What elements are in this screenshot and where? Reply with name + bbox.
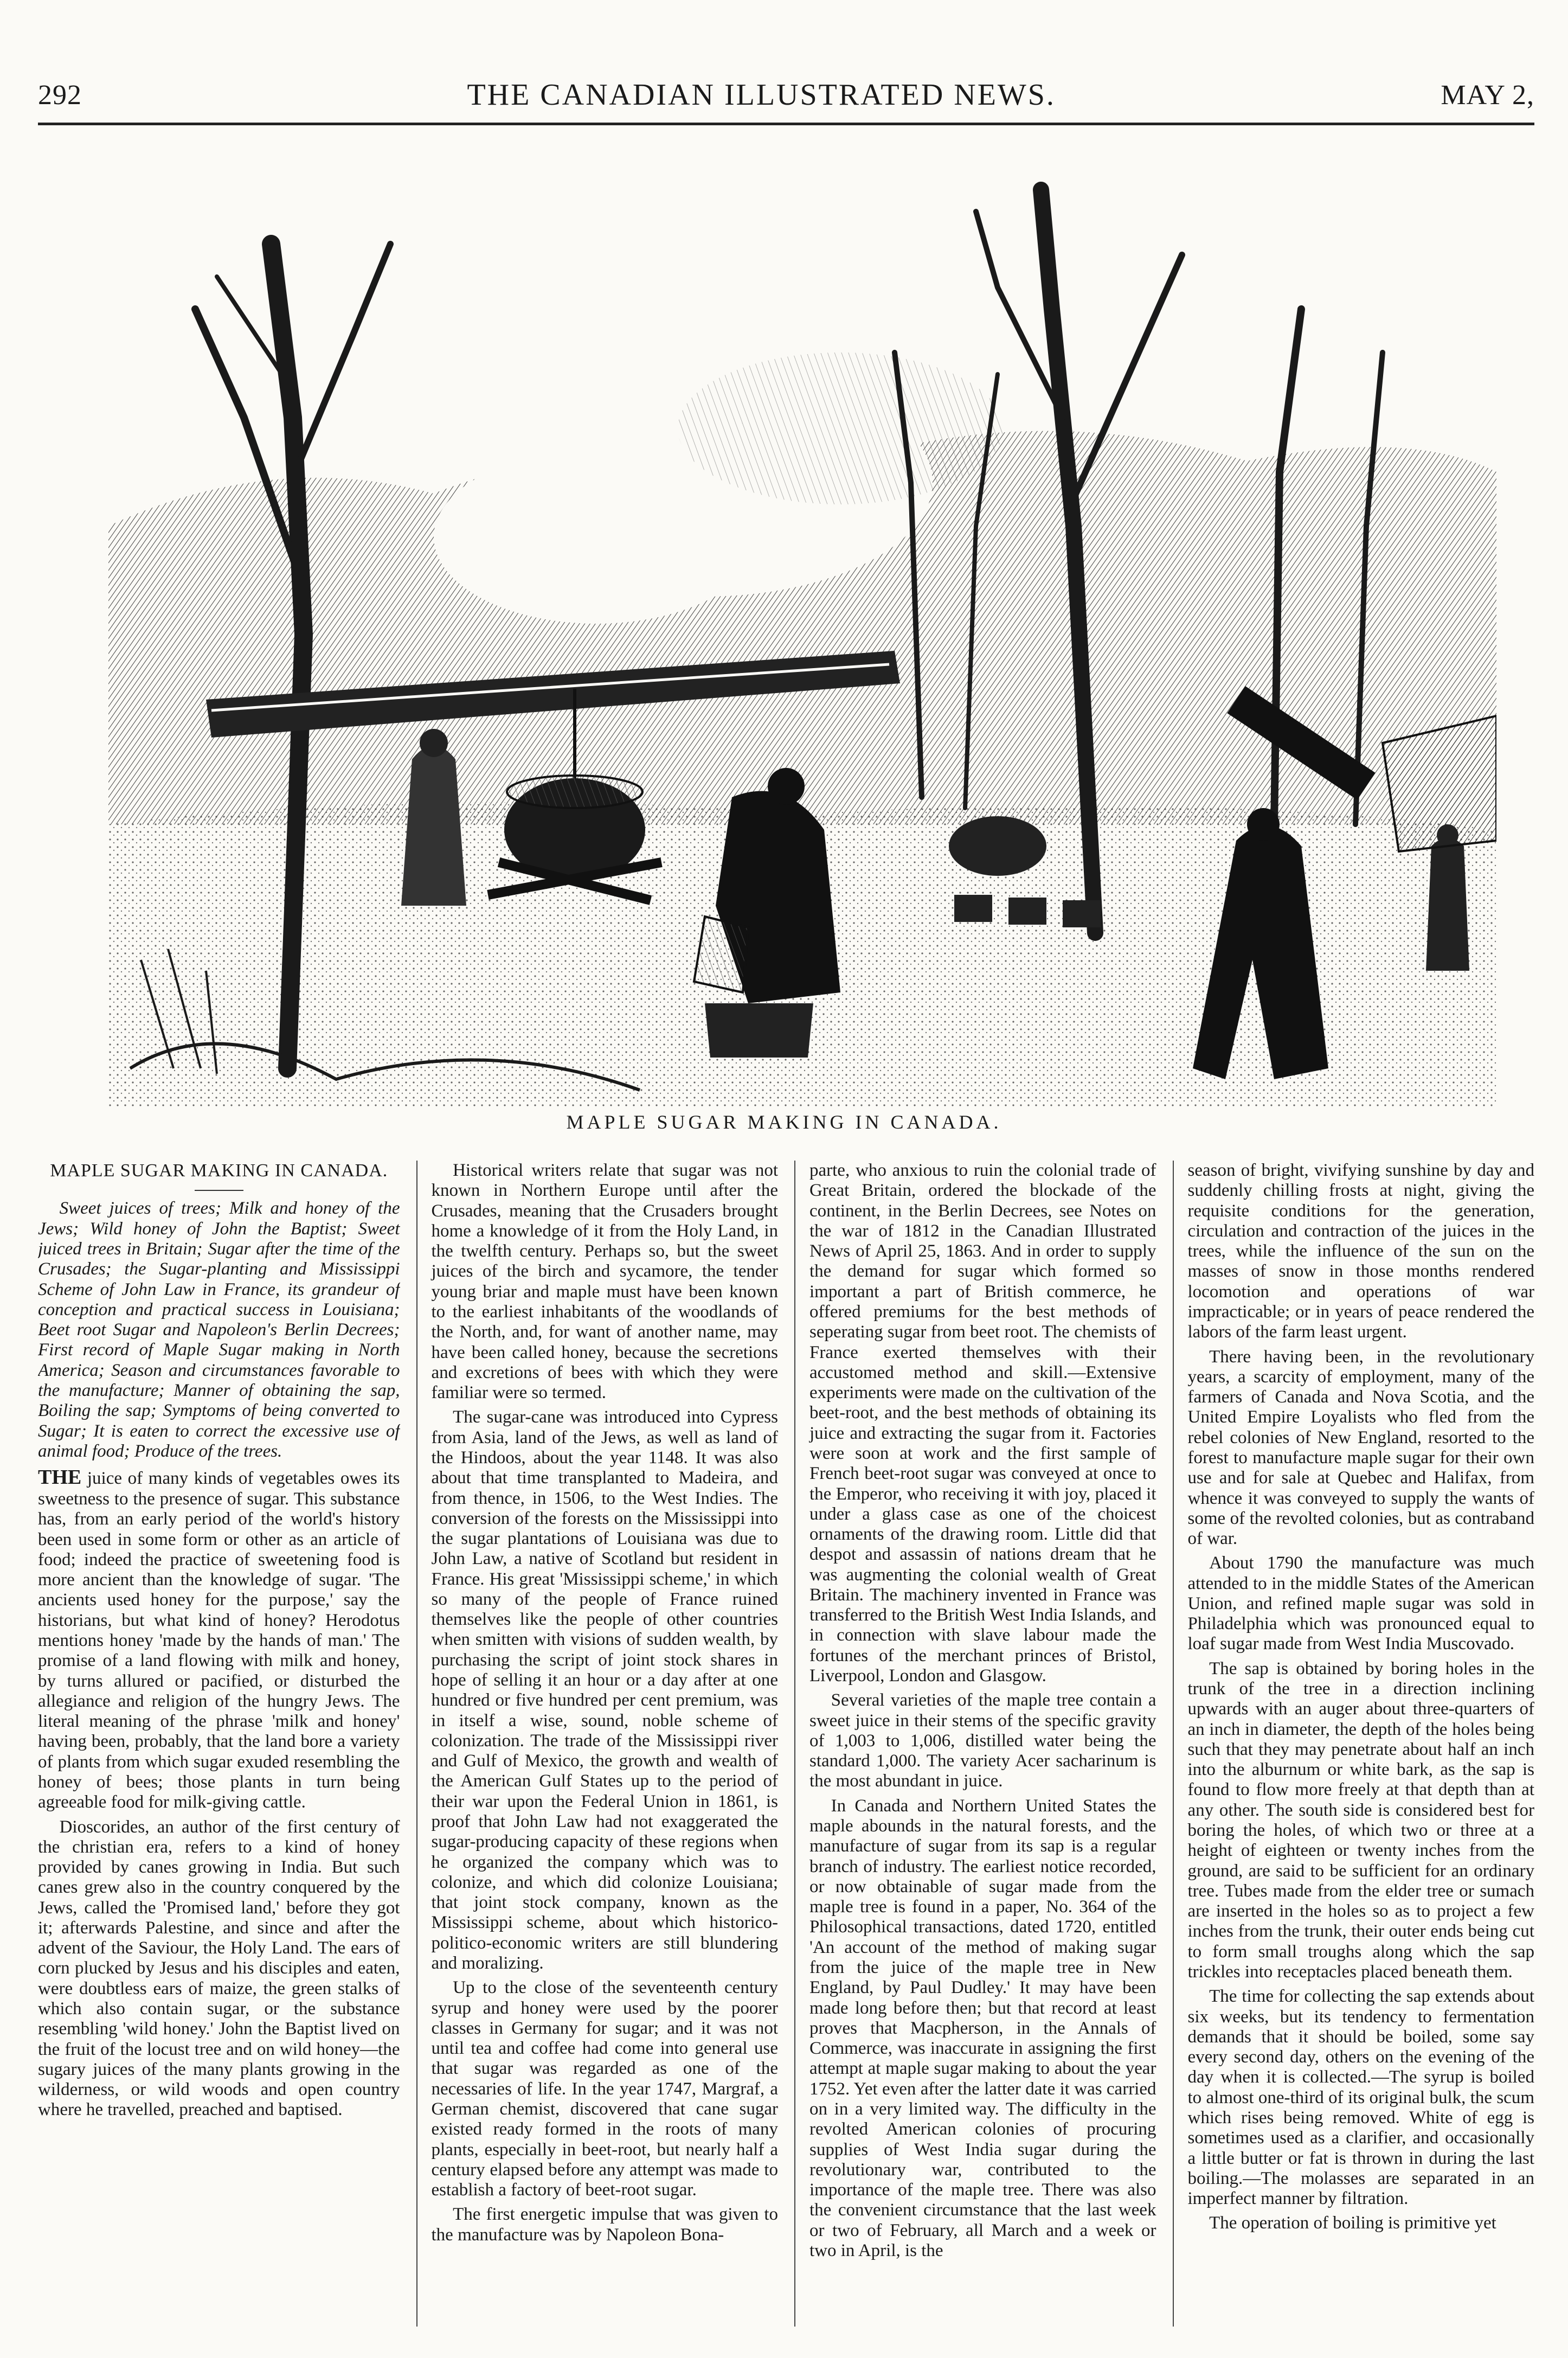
paragraph-text: juice of many kinds of vegetables owes its sweetness to the presence of sugar. This substance has, from an early period of the world's history been used in some form or other as an article of food; indeed the practice of sweetening food is more ancient than the knowledge of sugar. 'The ancients used honey for the purpose,' say the historians, but what kind of honey? Herodotus mentions honey 'made by the hands of man.' The promise of a land flowing with milk and honey, by turns allured or pacified, or disturbed the allegiance and religion of the hungry Jews. The literal meaning of the phrase 'milk and honey' having been, probably, that the land bore a variety of plants from which sugar exuded resembling the honey of bees; those plants in turn being agreeable food for milk-giving cattle. xyxy=(38,1469,400,1812)
masthead xyxy=(38,71,1534,119)
paragraph: In Canada and Northern United States the maple abounds in the natural forests, and the manufacture of sugar from its sap is a regular branch of industry. The earliest notice recorded, or now obtainable of sugar made from the maple tree is found in a paper, No. 364 of the Philosophical transactions, dated 1720, entitled 'An account of the method of making sugar from the juice of the maple tree in New England, by Paul Dudley.' It may have been made long before then; but that record at least proves that Macpherson, in the Annals of Commerce, was inaccurate in assigning the first attempt at maple sugar making to about the year 1752. Yet even after the latter date it was carried on in a very limited way. The difficulty in the revolted American colonies of procuring supplies of West India sugar during the revolutionary war, contributed to the importance of the maple tree. There was also the convenient circumstance that the last week or two of February, all March and a week or two in April, is the xyxy=(809,1796,1156,2260)
paragraph: Dioscorides, an author of the first century of the christian era, refers to a kind of honey provided by canes growing in India. But such canes grew also in the country conquered by the Jews, called the 'Promised land,' before they got it; afterwards Palestine, and since and after the advent of the Saviour, the Holy Land. The ears of corn plucked by Jesus and his disciples and eaten, were doubtless ears of maize, the green stalks of which also contain sugar, or the substance resembling 'wild honey.' John the Baptist lived on the fruit of the locust tree and on wild honey—the sugary juices of the many plants growing in the wilderness, or wild woods and open country where he travelled, preached and baptised. xyxy=(38,1817,400,2120)
issue-date: MAY 2, xyxy=(1441,79,1534,111)
paragraph: The sugar-cane was introduced into Cypress from Asia, land of the Jews, as well as land of the Hindoos, about the year 1148. It was also about that time transplanted to Madeira, and from thence, in 1506, to the West Indies. The conversion of the forests on the Mississippi into the sugar plantations of Louisiana was due to John Law, a native of Scotland but resident in France. His great 'Mississippi scheme,' in which so many of the people of France ruined themselves like the people of other countries when smitten with visions of sudden wealth, by purchasing the script of joint stock shares in hope of selling it an hour or a day after at one hundred or five hundred per cent premium, was in itself a wise, sound, noble scheme of colonization. The trade of the Mississippi river and Gulf of Mexico, the growth and wealth of the American Gulf States up to the period of their war upon the Federal Union in 1861, is proof that John Law had not exaggerated the sugar-producing capacity of these regions when he organized the company which was to colonize, and which did colonize Louisiana; that joint stock company, known as the Mississippi scheme, about which historico-politico-economic writers are still blundering and moralizing. xyxy=(431,1407,778,1973)
article-summary: Sweet juices of trees; Milk and honey of the Jews; Wild honey of John the Baptist; Sweet juiced trees in Britain; Sugar after the time of the Crusades; the Sugar-planting and Mississippi Scheme of John Law in France, its grandeur of conception and practical success in Louisiana; Beet root Sugar and Napoleon's Berlin Decrees; First record of Maple Sugar making in North America; Season and circumstances favorable to the manufacture; Manner of obtaining the sap, Boiling the sap; Symptoms of being converted to Sugar; It is eaten to correct the excessive use of animal food; Produce of the trees. xyxy=(38,1199,400,1461)
paragraph: The sap is obtained by boring holes in the trunk of the tree in a direction inclining upwards with an auger about three-quarters of an inch in diameter, the depth of the holes being such that they may penetrate about half an inch into the alburnum or white bark, as the sap is found to flow more freely at that depth than at any other. The south side is considered best for boring the holes, of which two or three at a height of eighteen or twenty inches from the ground, are said to be sufficient for an ordinary tree. Tubes made from the elder tree or sumach are inserted in the holes so as to project a few inches from the trunk, their outer ends being cut to form small troughs along which the sap trickles into receptacles placed beneath them. xyxy=(1187,1658,1534,1982)
illustration-caption: MAPLE SUGAR MAKING IN CANADA. xyxy=(566,1111,1002,1133)
paragraph: The first energetic impulse that was given to the manufacture was by Napoleon Bona- xyxy=(431,2205,778,2245)
article-title: MAPLE SUGAR MAKING IN CANADA. xyxy=(50,1161,388,1181)
paragraph: Several varieties of the maple tree contain a sweet juice in their stems of the specific gravity of 1,003 to 1,006, distilled water being the standard 1,000. The variety Acer sacharinum is the most abundant in juice. xyxy=(809,1690,1156,1791)
paragraph: Historical writers relate that sugar was not known in Northern Europe until after the Crusades, meaning that the Crusaders brought home a knowledge of it from the Holy Land, in the twelfth century. Perhaps so, but the sweet juices of the birch and sycamore, the tender young briar and maple must have been known to the earliest inhabitants of the woodlands of the North, and, for want of another name, may have been called honey, because the secretions and excretions of bees with which they were familiar were so termed. xyxy=(431,1161,778,1403)
paragraph: parte, who anxious to ruin the colonial trade of Great Britain, ordered the blockade of the continent, in the Berlin Decrees, see Notes on the war of 1812 in the Canadian Illustrated News of April 25, 1863. And in order to supply the demand for sugar which formed so important a part of British commerce, he offered premiums for the best methods of seperating sugar from beet root. The chemists of France exerted themselves with their accustomed method and skill.—Extensive experiments were made on the cultivation of the beet-root, and the best methods of obtaining its juice and extracting the sugar from it. Factories were soon at work and the first sample of French beet-root sugar was conveyed at once to the Emperor, who receiving it with joy, placed it under a glass case as one of the choicest ornaments of the drawing room. Little did that despot and assassin of nations dream that he was augmenting the colonial wealth of Great Britain. The machinery invented in France was transferred to the British West India Islands, and in connection with slave labour made the fortunes of the merchant princes of Bristol, Liverpool, London and Glasgow. xyxy=(809,1161,1156,1686)
dropcap: THE xyxy=(38,1466,82,1489)
page-number: 292 xyxy=(38,79,82,111)
article-body xyxy=(38,1161,1534,2327)
column-2 xyxy=(416,1161,779,2327)
column-4 xyxy=(1173,1161,1535,2327)
paragraph: Up to the close of the seventeenth century syrup and honey were used by the poorer classes in Germany for sugar; and it was not until tea and coffee had come into general use that sugar was regarded as one of the necessaries of life. In the year 1747, Margraf, a German chemist, discovered that cane sugar existed ready formed in the roots of many plants, especially in beet-root, but nearly half a century elapsed before any attempt was made to establish a factory of beet-root sugar. xyxy=(431,1978,778,2200)
engraving-illustration xyxy=(108,146,1496,1106)
paragraph: The operation of boiling is primitive yet xyxy=(1209,2213,1496,2233)
title-rule xyxy=(195,1190,243,1191)
paragraph: There having been, in the revolutionary years, a scarcity of employment, many of the farmers of Canada and Nova Scotia, and the United Empire Loyalists who fled from the rebel colonies of New England, resorted to the forest to manufacture maple sugar for their own use and for sale at Quebec and Halifax, from whence it was conveyed to supply the wants of some of the revolted colonies, but as contraband of war. xyxy=(1187,1347,1534,1549)
masthead-rule xyxy=(38,123,1534,125)
paragraph: season of bright, vivifying sunshine by day and suddenly chilling frosts at night, giving the requisite conditions for the generation, circulation and contraction of the juices in the trees, while the influence of the sun on the masses of snow in those months rendered locomotion and operations of war impracticable; or in years of peace rendered the labors of the farm least urgent. xyxy=(1187,1161,1534,1342)
paragraph xyxy=(38,1466,400,1812)
column-1 xyxy=(38,1161,400,2327)
paragraph: The time for collecting the sap extends about six weeks, but its tendency to fermentation demands that it should be boiled, some say every second day, others on the evening of the day when it is collected.—The syrup is boiled to almost one-third of its original bulk, the scum which rises being removed. White of egg is sometimes used as a clarifier, and occasionally a little butter or fat is thrown in during the last boiling.—The molasses are separated in an imperfect manner by filtration. xyxy=(1187,1987,1534,2209)
publication-title: THE CANADIAN ILLUSTRATED NEWS. xyxy=(467,78,1056,112)
column-3 xyxy=(794,1161,1156,2327)
paragraph: About 1790 the manufacture was much attended to in the middle States of the American Union, and refined maple sugar was sold in Philadelphia which was pronounced equal to loaf sugar made from West India Muscovado. xyxy=(1187,1553,1534,1654)
